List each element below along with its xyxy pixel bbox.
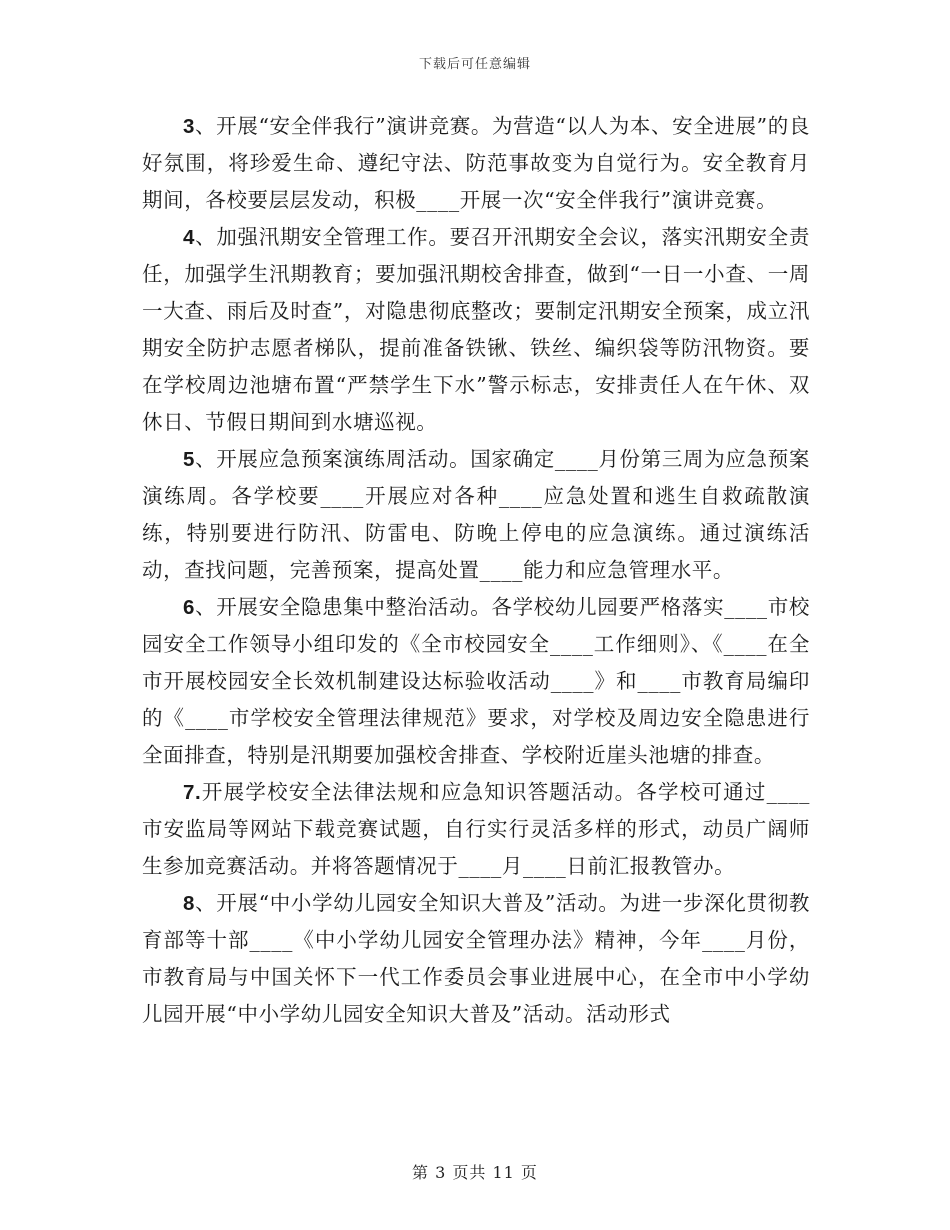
paragraph-number: 6 [183, 596, 196, 619]
paragraph-7 [142, 774, 810, 885]
paragraph-3 [142, 108, 810, 219]
paragraph-text: 、开展“中小学幼儿园安全知识大普及”活动。为进一步深化贯彻教育部等十部____《中小学幼儿园安全管理办法》精神，今年____月份，市教育局与中国关怀下一代工作委员会事业进展中心，在全市中小学幼儿园开展“中小学幼儿园安全知识大普及”活动。活动形式 [142, 891, 810, 1026]
paragraph-number: 3 [183, 115, 196, 138]
paragraph-text: 、开展“安全伴我行”演讲竞赛。为营造“以人为本、安全进展”的良好氛围，将珍爱生命、遵纪守法、防范事故变为自觉行为。安全教育月期间，各校要层层发动，积极____开展一次“安全伴我行”演讲竞赛。 [142, 114, 810, 212]
page-header: 下载后可任意编辑 [418, 57, 531, 72]
document-body [142, 108, 810, 1033]
paragraph-5 [142, 441, 810, 589]
paragraph-number: 4 [183, 226, 196, 249]
paragraph-text: 、开展应急预案演练周活动。国家确定____月份第三周为应急预案演练周。各学校要____开展应对各种____应急处置和逃生自救疏散演练，特别要进行防汛、防雷电、防晚上停电的应急演练。通过演练活动，查找问题，完善预案，提高处置____能力和应急管理水平。 [142, 447, 810, 582]
paragraph-text: 、加强汛期安全管理工作。要召开汛期安全会议，落实汛期安全责任，加强学生汛期教育；要加强汛期校舍排查，做到“一日一小查、一周一大查、雨后及时查”，对隐患彻底整改；要制定汛期安全预案，成立汛期安全防护志愿者梯队，提前准备铁锹、铁丝、编织袋等防汛物资。要在学校周边池塘布置“严禁学生下水”警示标志，安排责任人在午休、双休日、节假日期间到水塘巡视。 [142, 225, 810, 434]
page-footer: 第 3 页共 11 页 [412, 1163, 538, 1182]
paragraph-8 [142, 885, 810, 1033]
paragraph-text: 、开展安全隐患集中整治活动。各学校幼儿园要严格落实____市校园安全工作领导小组印发的《全市校园安全____工作细则》、《____在全市开展校园安全长效机制建设达标验收活动____》和____市教育局编印的《____市学校安全管理法律规范》要求，对学校及周边安全隐患进行全面排查，特别是汛期要加强校舍排查、学校附近崖头池塘的排查。 [142, 595, 810, 767]
paragraph-number: 8 [183, 892, 196, 915]
paragraph-number: 5 [183, 448, 196, 471]
paragraph-4 [142, 219, 810, 441]
paragraph-number: 7. [183, 781, 202, 804]
paragraph-text: 开展学校安全法律法规和应急知识答题活动。各学校可通过____市安监局等网站下载竞赛试题，自行实行灵活多样的形式，动员广阔师生参加竞赛活动。并将答题情况于____月____日前汇报教管办。 [142, 780, 810, 878]
paragraph-6 [142, 589, 810, 774]
